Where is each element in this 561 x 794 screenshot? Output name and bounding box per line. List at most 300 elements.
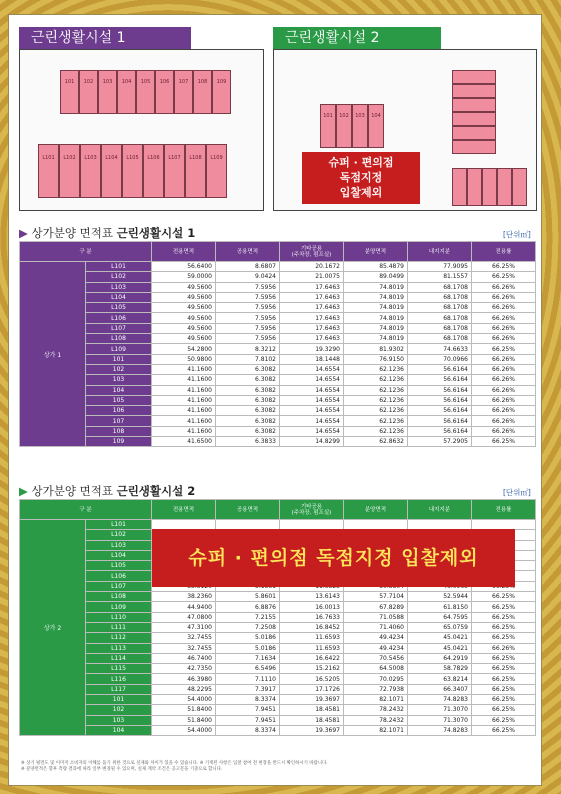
value-cell: 7.5956 (216, 323, 280, 333)
value-cell: 56.6164 (408, 416, 472, 426)
value-cell: 66.26% (472, 406, 536, 416)
value-cell: 77.9095 (408, 262, 472, 272)
value-cell: 89.0499 (344, 272, 408, 282)
value-cell: 66.26% (472, 354, 536, 364)
value-cell: 32.7455 (152, 633, 216, 643)
value-cell: 6.3833 (216, 437, 280, 447)
value-cell: 66.26% (472, 395, 536, 405)
table2-title: ▶ 상가분양 면적표 근린생활시설 2 (19, 484, 196, 498)
value-cell: 66.25% (472, 664, 536, 674)
value-cell: 66.25% (472, 437, 536, 447)
unit-101: 101 (60, 70, 79, 114)
value-cell: 15.2162 (280, 664, 344, 674)
col-sale: 분양면적 (344, 500, 408, 520)
value-cell: 16.7633 (280, 612, 344, 622)
table-row (20, 282, 536, 292)
value-cell: 49.5600 (152, 282, 216, 292)
value-cell: 70.0966 (408, 354, 472, 364)
triangle-icon: ▶ (19, 226, 28, 240)
value-cell: 6.3082 (216, 395, 280, 405)
unit-cell: L107 (86, 323, 152, 333)
value-cell: 7.5956 (216, 292, 280, 302)
unit-cell: 102 (86, 705, 152, 715)
table-row (20, 364, 536, 374)
col-land: 내지지분 (408, 242, 472, 262)
value-cell: 54.2800 (152, 344, 216, 354)
value-cell: 74.8019 (344, 334, 408, 344)
table-row (20, 664, 536, 674)
footnotes (21, 761, 531, 773)
value-cell: 56.6164 (408, 395, 472, 405)
value-cell: 8.6807 (216, 262, 280, 272)
value-cell: 62.1236 (344, 416, 408, 426)
table-row (20, 426, 536, 436)
value-cell: 66.26% (472, 303, 536, 313)
value-cell: 68.1708 (408, 334, 472, 344)
table-row (20, 612, 536, 622)
unit-cell: 106 (86, 406, 152, 416)
unit-cell: L105 (86, 303, 152, 313)
value-cell: 16.8452 (280, 622, 344, 632)
table1-title: ▶ 상가분양 면적표 근린생활시설 1 (19, 226, 196, 240)
unit-l103: L103 (80, 144, 101, 198)
value-cell: 17.6463 (280, 313, 344, 323)
value-cell: 16.0013 (280, 602, 344, 612)
value-cell: 7.3917 (216, 684, 280, 694)
value-cell: 71.3070 (408, 715, 472, 725)
unit-cell: 104 (86, 725, 152, 735)
value-cell: 18.4581 (280, 705, 344, 715)
value-cell: 17.6463 (280, 292, 344, 302)
unit-104: 104 (117, 70, 136, 114)
table-row (20, 344, 536, 354)
value-cell: 74.6633 (408, 344, 472, 354)
value-cell: 66.26% (472, 426, 536, 436)
col-common: 공용면적 (216, 500, 280, 520)
value-cell: 78.2432 (344, 715, 408, 725)
table-row (20, 674, 536, 684)
brochure-sheet (8, 14, 542, 786)
value-cell: 14.6554 (280, 406, 344, 416)
value-cell: 56.6164 (408, 364, 472, 374)
unit-cell: L115 (86, 664, 152, 674)
value-cell: 44.9400 (152, 602, 216, 612)
value-cell: 46.7400 (152, 653, 216, 663)
value-cell: 67.8289 (344, 602, 408, 612)
value-cell: 6.5496 (216, 664, 280, 674)
value-cell: 17.6463 (280, 303, 344, 313)
value-cell: 19.3290 (280, 344, 344, 354)
value-cell: 66.26% (472, 334, 536, 344)
value-cell: 45.0421 (408, 643, 472, 653)
value-cell: 57.7104 (344, 592, 408, 602)
value-cell: 72.7938 (344, 684, 408, 694)
value-cell: 66.25% (472, 602, 536, 612)
unit-cell: L113 (86, 643, 152, 653)
value-cell: 20.1672 (280, 262, 344, 272)
value-cell: 70.5456 (344, 653, 408, 663)
table-row (20, 406, 536, 416)
unit-cell: L101 (86, 262, 152, 272)
unit-103: 103 (352, 104, 368, 148)
facility1-tab (19, 27, 191, 49)
value-cell: 66.25% (472, 633, 536, 643)
value-cell: 19.3697 (280, 695, 344, 705)
exclusion-line-2: 독점지정 (339, 171, 383, 184)
value-cell: 17.6463 (280, 334, 344, 344)
value-cell: 41.6500 (152, 437, 216, 447)
value-cell: 5.8601 (216, 592, 280, 602)
value-cell: 71.3070 (408, 705, 472, 715)
value-cell: 74.8019 (344, 303, 408, 313)
value-cell: 49.5600 (152, 303, 216, 313)
value-cell: 47.3100 (152, 622, 216, 632)
value-cell: 41.1600 (152, 395, 216, 405)
value-cell: 54.4000 (152, 695, 216, 705)
unit-cell: L106 (86, 313, 152, 323)
table2-unit-note: [단위㎡] (503, 488, 531, 497)
table-row (20, 334, 536, 344)
value-cell: 47.0800 (152, 612, 216, 622)
value-cell: 59.0000 (152, 272, 216, 282)
value-cell: 68.1708 (408, 323, 472, 333)
value-cell: 82.1071 (344, 725, 408, 735)
value-cell: 66.26% (472, 313, 536, 323)
value-cell: 41.1600 (152, 426, 216, 436)
unit-cell: 107 (86, 416, 152, 426)
table-row (20, 725, 536, 735)
facility2-right-unit (452, 126, 496, 140)
value-cell: 49.4234 (344, 633, 408, 643)
value-cell: 54.4000 (152, 725, 216, 735)
value-cell: 48.2295 (152, 684, 216, 694)
unit-cell: 109 (86, 437, 152, 447)
value-cell: 57.2905 (408, 437, 472, 447)
value-cell: 74.8019 (344, 313, 408, 323)
value-cell: 7.5956 (216, 282, 280, 292)
value-cell: 56.6400 (152, 262, 216, 272)
value-cell: 16.5205 (280, 674, 344, 684)
table-row (20, 272, 536, 282)
value-cell: 61.8150 (408, 602, 472, 612)
unit-cell: 103 (86, 715, 152, 725)
value-cell: 8.3212 (216, 344, 280, 354)
unit-106: 106 (155, 70, 174, 114)
value-cell: 74.8019 (344, 282, 408, 292)
unit-cell: 101 (86, 695, 152, 705)
value-cell: 14.8299 (280, 437, 344, 447)
value-cell: 68.1708 (408, 313, 472, 323)
value-cell: 38.2360 (152, 592, 216, 602)
table-row (20, 323, 536, 333)
table-row (20, 715, 536, 725)
unit-l104: L104 (101, 144, 122, 198)
col-common: 공용면적 (216, 242, 280, 262)
value-cell: 66.25% (472, 262, 536, 272)
facility2-right-unit (452, 112, 496, 126)
value-cell: 51.8400 (152, 705, 216, 715)
value-cell: 7.8102 (216, 354, 280, 364)
unit-cell: L104 (86, 550, 152, 560)
col-sale: 분양면적 (344, 242, 408, 262)
facility2-right-unit (452, 140, 496, 154)
value-cell: 6.3082 (216, 375, 280, 385)
table-row (20, 262, 536, 272)
table-row (20, 592, 536, 602)
unit-cell: 105 (86, 395, 152, 405)
col-ratio: 전용률 (472, 242, 536, 262)
value-cell: 66.25% (472, 622, 536, 632)
value-cell: 66.25% (472, 272, 536, 282)
facility2-bottom-unit (497, 168, 512, 206)
value-cell: 63.8214 (408, 674, 472, 684)
col-group: 구 분 (20, 500, 152, 520)
value-cell: 18.1448 (280, 354, 344, 364)
value-cell: 6.3082 (216, 406, 280, 416)
facility2-bottom-unit (467, 168, 482, 206)
value-cell: 62.1236 (344, 385, 408, 395)
value-cell: 64.5008 (344, 664, 408, 674)
exclusion-banner: 슈퍼 · 편의점 독점지정 입찰제외 (152, 529, 515, 587)
value-cell: 62.1236 (344, 364, 408, 374)
value-cell: 41.1600 (152, 375, 216, 385)
value-cell: 6.3082 (216, 426, 280, 436)
value-cell: 9.0424 (216, 272, 280, 282)
unit-cell: L108 (86, 592, 152, 602)
unit-108: 108 (193, 70, 212, 114)
col-ratio: 전용률 (472, 500, 536, 520)
value-cell: 7.9451 (216, 715, 280, 725)
unit-103: 103 (98, 70, 117, 114)
col-other: 기타공용 (주차장, 펌프실) (280, 242, 344, 262)
exclusion-line-3: 입찰제외 (339, 186, 383, 199)
value-cell: 66.26% (472, 416, 536, 426)
value-cell: 62.1236 (344, 395, 408, 405)
value-cell: 49.5600 (152, 323, 216, 333)
value-cell: 14.6554 (280, 395, 344, 405)
value-cell: 66.25% (472, 705, 536, 715)
value-cell: 41.1600 (152, 406, 216, 416)
value-cell: 66.26% (472, 292, 536, 302)
unit-cell: L102 (86, 530, 152, 540)
value-cell: 49.4234 (344, 643, 408, 653)
unit-cell: L103 (86, 282, 152, 292)
table-row (20, 395, 536, 405)
value-cell: 14.6554 (280, 426, 344, 436)
value-cell: 13.6143 (280, 592, 344, 602)
value-cell: 66.25% (472, 653, 536, 663)
col-exclusive: 전용면적 (152, 500, 216, 520)
value-cell: 56.6164 (408, 375, 472, 385)
unit-104: 104 (368, 104, 384, 148)
facility2-floorplan (273, 49, 537, 211)
facility2-exclusion-label (302, 152, 420, 204)
value-cell: 68.1708 (408, 282, 472, 292)
value-cell: 56.6164 (408, 385, 472, 395)
value-cell: 56.6164 (408, 406, 472, 416)
unit-cell: 108 (86, 426, 152, 436)
value-cell: 49.5600 (152, 292, 216, 302)
table1 (19, 241, 536, 447)
value-cell: 71.4060 (344, 622, 408, 632)
value-cell: 14.6554 (280, 375, 344, 385)
value-cell: 76.9150 (344, 354, 408, 364)
footnote-2: ※ 분양면적은 향후 측량 결과에 따라 일부 변경될 수 있으며, 실제 계약 조건은 공고문을 기준으로 합니다. (21, 767, 223, 772)
value-cell: 66.3407 (408, 684, 472, 694)
unit-cell: L110 (86, 612, 152, 622)
unit-l102: L102 (59, 144, 80, 198)
value-cell: 66.25% (472, 612, 536, 622)
value-cell: 78.2432 (344, 705, 408, 715)
unit-cell: L108 (86, 334, 152, 344)
table1-header-row (20, 242, 536, 262)
table-row (20, 684, 536, 694)
value-cell: 74.8019 (344, 323, 408, 333)
value-cell: 66.26% (472, 643, 536, 653)
value-cell: 7.1634 (216, 653, 280, 663)
unit-l109: L109 (206, 144, 227, 198)
unit-102: 102 (336, 104, 352, 148)
facility2-bottom-unit (452, 168, 467, 206)
table-row (20, 653, 536, 663)
unit-l101: L101 (38, 144, 59, 198)
value-cell: 46.3980 (152, 674, 216, 684)
value-cell: 7.2508 (216, 622, 280, 632)
value-cell: 66.26% (472, 323, 536, 333)
value-cell: 41.1600 (152, 385, 216, 395)
value-cell: 6.3082 (216, 385, 280, 395)
facility2-tab-label: 근린생활시설 2 (285, 30, 380, 46)
value-cell: 5.0186 (216, 643, 280, 653)
unit-cell: L106 (86, 571, 152, 581)
table-row (20, 292, 536, 302)
footnote-1: ※ 상기 평면도 및 이미지 소비자의 이해를 돕기 위한 것으로 실제와 차이가 있을 수 있습니다. ※ 기재된 사항은 입찰 참여 전 현장을 반드시 확인하시기 바랍니다. (21, 761, 328, 766)
value-cell: 74.8283 (408, 725, 472, 735)
value-cell: 42.7350 (152, 664, 216, 674)
facility1-floorplan (19, 49, 264, 211)
value-cell: 74.8283 (408, 695, 472, 705)
value-cell: 7.5956 (216, 303, 280, 313)
value-cell: 74.8019 (344, 292, 408, 302)
value-cell: 32.7455 (152, 643, 216, 653)
unit-109: 109 (212, 70, 231, 114)
unit-cell: L111 (86, 622, 152, 632)
value-cell: 49.5600 (152, 334, 216, 344)
value-cell: 65.0759 (408, 622, 472, 632)
unit-cell: 102 (86, 364, 152, 374)
value-cell: 16.6422 (280, 653, 344, 663)
facility2-right-unit (452, 70, 496, 84)
value-cell: 66.25% (472, 674, 536, 684)
facility2-right-unit (452, 98, 496, 112)
col-other: 기타공용 (주차장, 펌프실) (280, 500, 344, 520)
value-cell: 18.4581 (280, 715, 344, 725)
value-cell: 66.26% (472, 282, 536, 292)
value-cell: 66.25% (472, 344, 536, 354)
group-label: 상가 2 (20, 520, 86, 736)
value-cell: 64.7595 (408, 612, 472, 622)
value-cell: 64.2919 (408, 653, 472, 663)
unit-cell: L114 (86, 653, 152, 663)
table-row (20, 602, 536, 612)
unit-l108: L108 (185, 144, 206, 198)
group-label: 상가 1 (20, 262, 86, 447)
value-cell: 62.8632 (344, 437, 408, 447)
value-cell: 66.25% (472, 715, 536, 725)
value-cell: 7.5956 (216, 313, 280, 323)
value-cell: 19.3697 (280, 725, 344, 735)
col-land: 내지지분 (408, 500, 472, 520)
table-row (20, 705, 536, 715)
value-cell: 14.6554 (280, 385, 344, 395)
unit-cell: L112 (86, 633, 152, 643)
table-row (20, 385, 536, 395)
value-cell: 17.6463 (280, 282, 344, 292)
unit-107: 107 (174, 70, 193, 114)
table-row (20, 313, 536, 323)
table-row (20, 622, 536, 632)
table-row (20, 416, 536, 426)
value-cell: 41.1600 (152, 364, 216, 374)
value-cell: 11.6593 (280, 633, 344, 643)
value-cell: 8.3374 (216, 725, 280, 735)
value-cell: 7.5956 (216, 334, 280, 344)
value-cell: 14.6554 (280, 416, 344, 426)
value-cell: 82.1071 (344, 695, 408, 705)
value-cell: 52.5944 (408, 592, 472, 602)
value-cell: 66.25% (472, 592, 536, 602)
unit-cell: L105 (86, 561, 152, 571)
value-cell: 8.3374 (216, 695, 280, 705)
value-cell: 41.1600 (152, 416, 216, 426)
value-cell: 51.8400 (152, 715, 216, 725)
value-cell: 68.1708 (408, 292, 472, 302)
table-row (20, 643, 536, 653)
value-cell: 5.0186 (216, 633, 280, 643)
value-cell: 21.0075 (280, 272, 344, 282)
unit-cell: L102 (86, 272, 152, 282)
value-cell: 50.9800 (152, 354, 216, 364)
value-cell: 81.9302 (344, 344, 408, 354)
value-cell: 58.7829 (408, 664, 472, 674)
table-row (20, 633, 536, 643)
value-cell: 85.4879 (344, 262, 408, 272)
value-cell: 66.25% (472, 695, 536, 705)
value-cell: 7.2155 (216, 612, 280, 622)
facility1-tab-label: 근린생활시설 1 (31, 30, 126, 46)
unit-cell: L103 (86, 540, 152, 550)
value-cell: 7.9451 (216, 705, 280, 715)
table-row (20, 437, 536, 447)
value-cell: 62.1236 (344, 406, 408, 416)
value-cell: 11.6593 (280, 643, 344, 653)
col-exclusive: 전용면적 (152, 242, 216, 262)
value-cell: 6.3082 (216, 416, 280, 426)
facility2-right-unit (452, 84, 496, 98)
facility2-bottom-unit (512, 168, 527, 206)
value-cell: 66.26% (472, 364, 536, 374)
table-row (20, 303, 536, 313)
value-cell: 66.26% (472, 385, 536, 395)
value-cell: 56.6164 (408, 426, 472, 436)
unit-l107: L107 (164, 144, 185, 198)
unit-cell: L109 (86, 344, 152, 354)
value-cell: 66.25% (472, 684, 536, 694)
facility2-tab (273, 27, 441, 49)
unit-cell: L116 (86, 674, 152, 684)
value-cell: 45.0421 (408, 633, 472, 643)
unit-l105: L105 (122, 144, 143, 198)
